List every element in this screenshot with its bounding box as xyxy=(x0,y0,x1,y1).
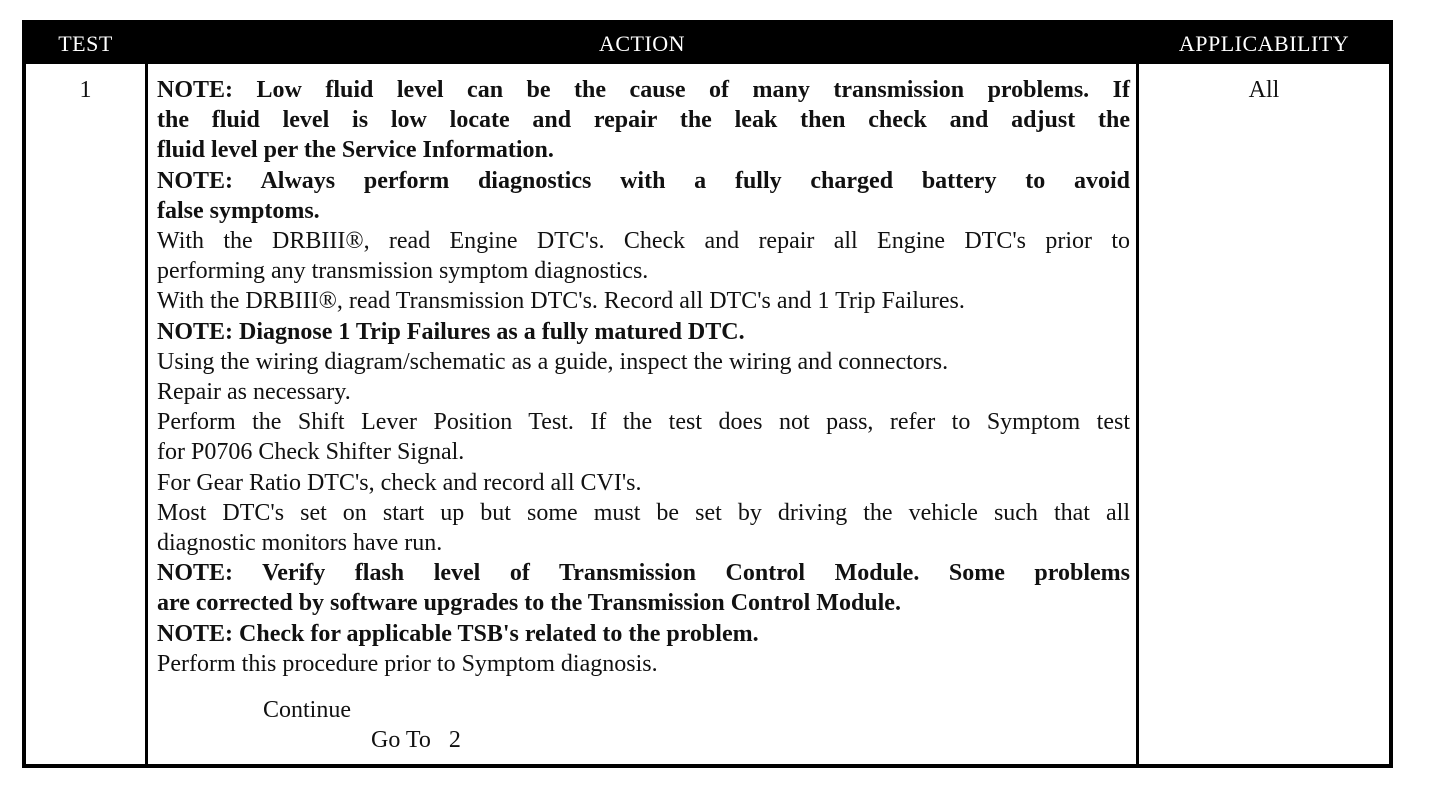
note-line: NOTE: Diagnose 1 Trip Failures as a fully matured DTC. xyxy=(157,318,745,345)
instruction-line: With the DRBIII®, read Transmission DTC's. Record all DTC's and 1 Trip Failures. xyxy=(157,288,965,315)
instruction-line: For Gear Ratio DTC's, check and record all CVI's. xyxy=(157,469,642,496)
column-divider-action-applicability xyxy=(1136,64,1139,764)
instruction-line: Perform this procedure prior to Symptom diagnosis. xyxy=(157,650,658,677)
instruction-line: Using the wiring diagram/schematic as a guide, inspect the wiring and connectors. xyxy=(157,348,949,375)
instruction-line: Most DTC's set on start up but some must be set by driving the vehicle such that all xyxy=(157,499,1130,526)
note-line: false symptoms. xyxy=(157,197,320,224)
note-line: NOTE: Always perform diagnostics with a fully charged battery to avoid xyxy=(157,167,1130,194)
note-line: fluid level per the Service Information. xyxy=(157,137,554,164)
header-action: ACTION xyxy=(598,31,686,56)
result-continue: Continue xyxy=(263,697,351,723)
diagnostic-test-table xyxy=(22,20,1393,768)
instruction-line: Repair as necessary. xyxy=(157,379,351,406)
note-line: NOTE: Check for applicable TSB's related to the problem. xyxy=(157,620,759,647)
instruction-line: diagnostic monitors have run. xyxy=(157,530,443,557)
instruction-line: With the DRBIII®, read Engine DTC's. Check and repair all Engine DTC's prior to xyxy=(157,228,1130,255)
note-line: the fluid level is low locate and repair the leak then check and adjust the xyxy=(157,107,1130,134)
header-test: TEST xyxy=(58,31,113,56)
instruction-line: performing any transmission symptom diagnostics. xyxy=(157,258,649,285)
note-line: NOTE: Low fluid level can be the cause of many transmission problems. If xyxy=(157,77,1130,103)
goto-step-link[interactable]: Go To 2 xyxy=(371,727,461,753)
instruction-line: for P0706 Check Shifter Signal. xyxy=(157,439,465,466)
note-line: NOTE: Verify flash level of Transmission Control Module. Some problems xyxy=(157,560,1130,587)
applicability-value: All xyxy=(1248,77,1280,103)
note-line: are corrected by software upgrades to the Transmission Control Module. xyxy=(157,590,901,617)
header-applicability: APPLICABILITY xyxy=(1178,31,1350,56)
table-header xyxy=(26,24,1389,64)
instruction-line: Perform the Shift Lever Position Test. If the test does not pass, refer to Symptom test xyxy=(157,409,1130,436)
test-number: 1 xyxy=(79,77,92,103)
column-divider-test-action xyxy=(145,64,148,764)
action-text xyxy=(157,75,1130,679)
